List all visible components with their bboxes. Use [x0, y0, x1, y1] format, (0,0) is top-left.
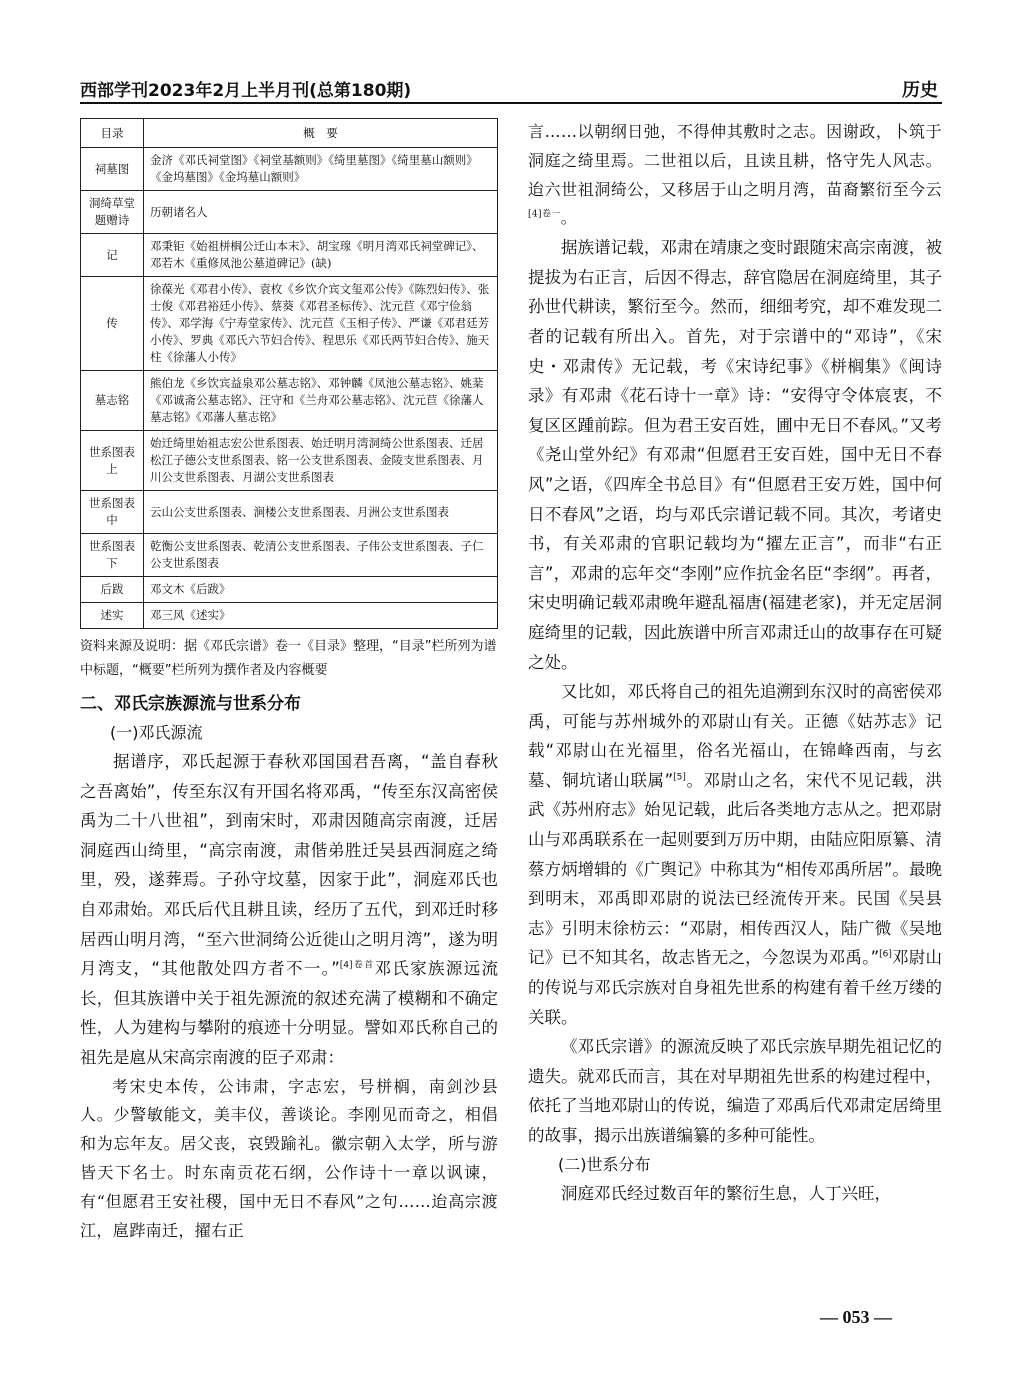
table-row: [81, 431, 498, 491]
table-row: [81, 534, 498, 577]
paragraph-text: 邓尉山的传说与邓氏宗族对自身祖先世系的构建有着千丝万缕的关联。: [528, 948, 942, 1027]
table-cell-key: 祠墓图: [81, 148, 144, 191]
table-cell-key: 世系图表中: [81, 491, 144, 534]
block-quote-continued: [528, 118, 942, 233]
table-row: [81, 371, 498, 431]
table-cell-key: 世系图表上: [81, 431, 144, 491]
table-cell-desc: 邓秉钜《始祖栟榈公迁山本末》、胡宝瑔《明月湾邓氏祠堂碑记》、邓若木《重修凤池公墓道碑记》(缺): [144, 234, 498, 277]
catalog-table: [80, 118, 498, 629]
table-note: 资料来源及说明：据《邓氏宗谱》卷一《目录》整理，“目录”栏所列为谱中标题，“概要”栏所列为撰作者及内容概要: [80, 639, 497, 678]
table-cell-desc: 始迁绮里始祖志宏公世系图表、始迁明月湾洞绮公世系图表、迁居松江子德公支世系图表、铭一公支世系图表、金陵支世系图表、月川公支世系图表、月湖公支世系图表: [144, 431, 498, 491]
block-quote: 考宋史本传，公讳肃，字志宏，号栟榈，南剑沙县人。少警敏能文，美丰仪，善谈论。李刚见而奇之，相倡和为忘年友。居父丧，哀毁踰礼。徽宗朝入太学，所与游皆天下名士。时东南贡花石纲，公作诗十一章以讽谏，有“但愿君王安社稷，国中无日不春风”之句……迨高宗渡江，扈跸南迁，擢右正: [80, 1076, 498, 1240]
paragraph-text: 据谱序，邓氏起源于春秋邓国国君吾离，“盖自春秋之吾离始”，传至东汉有开国名将邓禹，“传至东汉高密侯禹为二十八世祖”，到南宋时，邓肃因随高宗南渡，迁居洞庭西山绮里，“高宗南渡，肃偕弟胜迁吴县西洞庭之绮里，殁，遂葬焉。子孙守坟墓，因家于此”，洞庭邓氏也自邓肃始。邓氏后代且耕且读，经历了五代，到邓迁时移居西山明月湾，“至六世洞绮公近徙山之明月湾”，遂为明月湾支，“其他散处四方者不一。”: [80, 752, 498, 979]
subsection-heading: (二)世系分布: [558, 1154, 651, 1174]
table-row: [81, 577, 498, 603]
table-cell-key: 墓志铭: [81, 371, 144, 431]
journal-name: 西部学刊2023年2月上半月刊(总第180期): [80, 81, 412, 101]
quote-text: 言……以朝纲日弛，不得伸其敷时之志。因谢政，卜筑于洞庭之绮里焉。二世祖以后，且读且耕，恪守先人风志。迨六世祖洞绮公，又移居于山之明月湾，苗裔繁衍至今云: [528, 122, 942, 199]
table-cell-key: 传: [81, 277, 144, 371]
table-cell-key: 世系图表下: [81, 534, 144, 577]
subsection-heading: (一)邓氏源流: [110, 723, 203, 742]
table-cell-desc: 云山公支世系图表、涧楼公支世系图表、月洲公支世系图表: [144, 491, 498, 534]
section-heading: 二、邓氏宗族源流与世系分布: [80, 694, 301, 714]
table-header-desc: 概 要: [144, 119, 498, 148]
table-row: [81, 191, 498, 234]
quote-text: 。: [560, 208, 578, 228]
table-row: [81, 277, 498, 371]
running-header: [80, 76, 942, 104]
body-paragraph: 据族谱记载，邓肃在靖康之变时跟随宋高宗南渡，被提拔为右正言，后因不得志，辞官隐居在洞庭绮里，其子孙世代耕读，繁衍至今。然而，细细考究，却不难发现二者的记载有所出入。首先，对于宗谱中的“邓诗”，《宋史・邓肃传》无记载，考《宋诗纪事》《栟榈集》《闽诗录》有邓肃《花石诗十一章》诗：“安得守令体宸衷，不复区区踵前踪。但为君王安百姓，圃中无日不春风。”又考《尧山堂外纪》有邓肃“但愿君王安百姓，国中无日不春风”之语，《四库全书总目》有“但愿君王安万姓，国中何日不春风”之语，均与邓氏宗谱记载不同。其次，考诸史书，有关邓肃的官职记载均为“擢左正言”，而非“右正言”，邓肃的忘年交“李刚”应作抗金名臣“李纲”。再者，宋史明确记载邓肃晚年避乱福唐(福建老家)，并无定居洞庭绮里的记载，因此族谱中所言邓肃迁山的故事存在可疑之处。: [528, 238, 942, 672]
body-paragraph: 《邓氏宗谱》的源流反映了邓氏宗族早期先祖记忆的遗失。就邓氏而言，其在对早期祖先世系的构建过程中，依托了当地邓尉山的传说，编造了邓禹后代邓肃定居绮里的故事，揭示出族谱编纂的多种可能性。: [528, 1037, 942, 1145]
table-row: [81, 234, 498, 277]
paragraph-text: 邓氏家族源远流长，但其族谱中关于祖先源流的叙述充满了模糊和不确定性，人为建构与攀附的痕迹十分明显。譬如邓氏称自己的祖先是扈从宋高宗南渡的臣子邓肃：: [80, 959, 499, 1067]
paragraph-text: 又比如，邓氏将自己的祖先追溯到东汉时的高密侯邓禹，可能与苏州城外的邓尉山有关。正德《姑苏志》记载“邓尉山在光福里，俗名光福山，在锦峰西南，与玄墓、铜坑诸山联属”: [528, 682, 942, 790]
left-column: [80, 118, 498, 1245]
table-cell-desc: 历朝诸名人: [144, 191, 498, 234]
table-cell-desc: 邓三风《述实》: [144, 603, 498, 629]
paragraph-text: 。邓尉山之名，宋代不见记载，洪武《苏州府志》始见记载，此后各类地方志从之。把邓尉山与邓禹联系在一起则要到万历中期，由陆应阳原纂、清蔡方炳增辑的《广舆记》中称其为“相传邓禹所居”。最晚到明末，邓禹即邓尉的说法已经流传开来。民国《吴县志》引明末徐枋云：“邓尉，相传西汉人，陆广微《吴地记》已不知其名，故志皆无之，今忽误为邓禹。”: [528, 770, 942, 968]
citation-mark: [5]: [673, 772, 686, 783]
table-cell-key: 记: [81, 234, 144, 277]
table-cell-desc: 徐葆光《邓君小传》、袁枚《乡饮介宾文玺邓公传》《陈烈妇传》、张士俊《邓君裕廷小传》、蔡葵《邓君圣标传》、沈元苣《邓宁俭翁传》、邓学海《宁寿堂家传》、沈元苣《玉相子传》、严谦《邓君廷芳小传》、罗典《邓氏六节妇合传》、程思乐《邓氏两节妇合传》、施天柱《徐藩人小传》: [144, 277, 498, 371]
table-row: [81, 491, 498, 534]
table-row: [81, 603, 498, 629]
citation-mark: [4]卷首: [339, 960, 375, 971]
table-cell-desc: 乾衡公支世系图表、乾清公支世系图表、子伟公支世系图表、子仁公支世系图表: [144, 534, 498, 577]
table-cell-key: 后跋: [81, 577, 144, 603]
citation-mark: [4]卷一: [528, 210, 561, 221]
table-cell-desc: 熊伯龙《乡饮宾益泉邓公墓志铭》、邓钟麟《凤池公墓志铭》、姚棻《邓诚斋公墓志铭》、汪守和《兰舟邓公墓志铭》、沈元苣《徐藩人墓志铭》《邓藩人墓志铭》: [144, 371, 498, 431]
table-cell-key: 洞绮草堂题赠诗: [81, 191, 144, 234]
table-cell-desc: 金济《邓氏祠堂图》《祠堂基额则》《绮里墓图》《绮里墓山额则》《金坞墓图》《金坞墓山额则》: [144, 148, 498, 191]
page-number: — 053 —: [820, 1307, 892, 1327]
body-paragraph: [528, 677, 942, 1032]
citation-mark: [6]: [879, 949, 892, 960]
body-paragraph: 洞庭邓氏经过数百年的繁衍生息，人丁兴旺，: [561, 1183, 891, 1203]
table-cell-key: 述实: [81, 603, 144, 629]
section-name: 历史: [902, 80, 938, 101]
table-header-row: [81, 119, 498, 148]
table-row: [81, 148, 498, 191]
right-column: [528, 118, 942, 1208]
table-cell-desc: 邓文木《后跋》: [144, 577, 498, 603]
table-header-key: 目录: [81, 119, 144, 148]
body-paragraph: [80, 747, 498, 1073]
